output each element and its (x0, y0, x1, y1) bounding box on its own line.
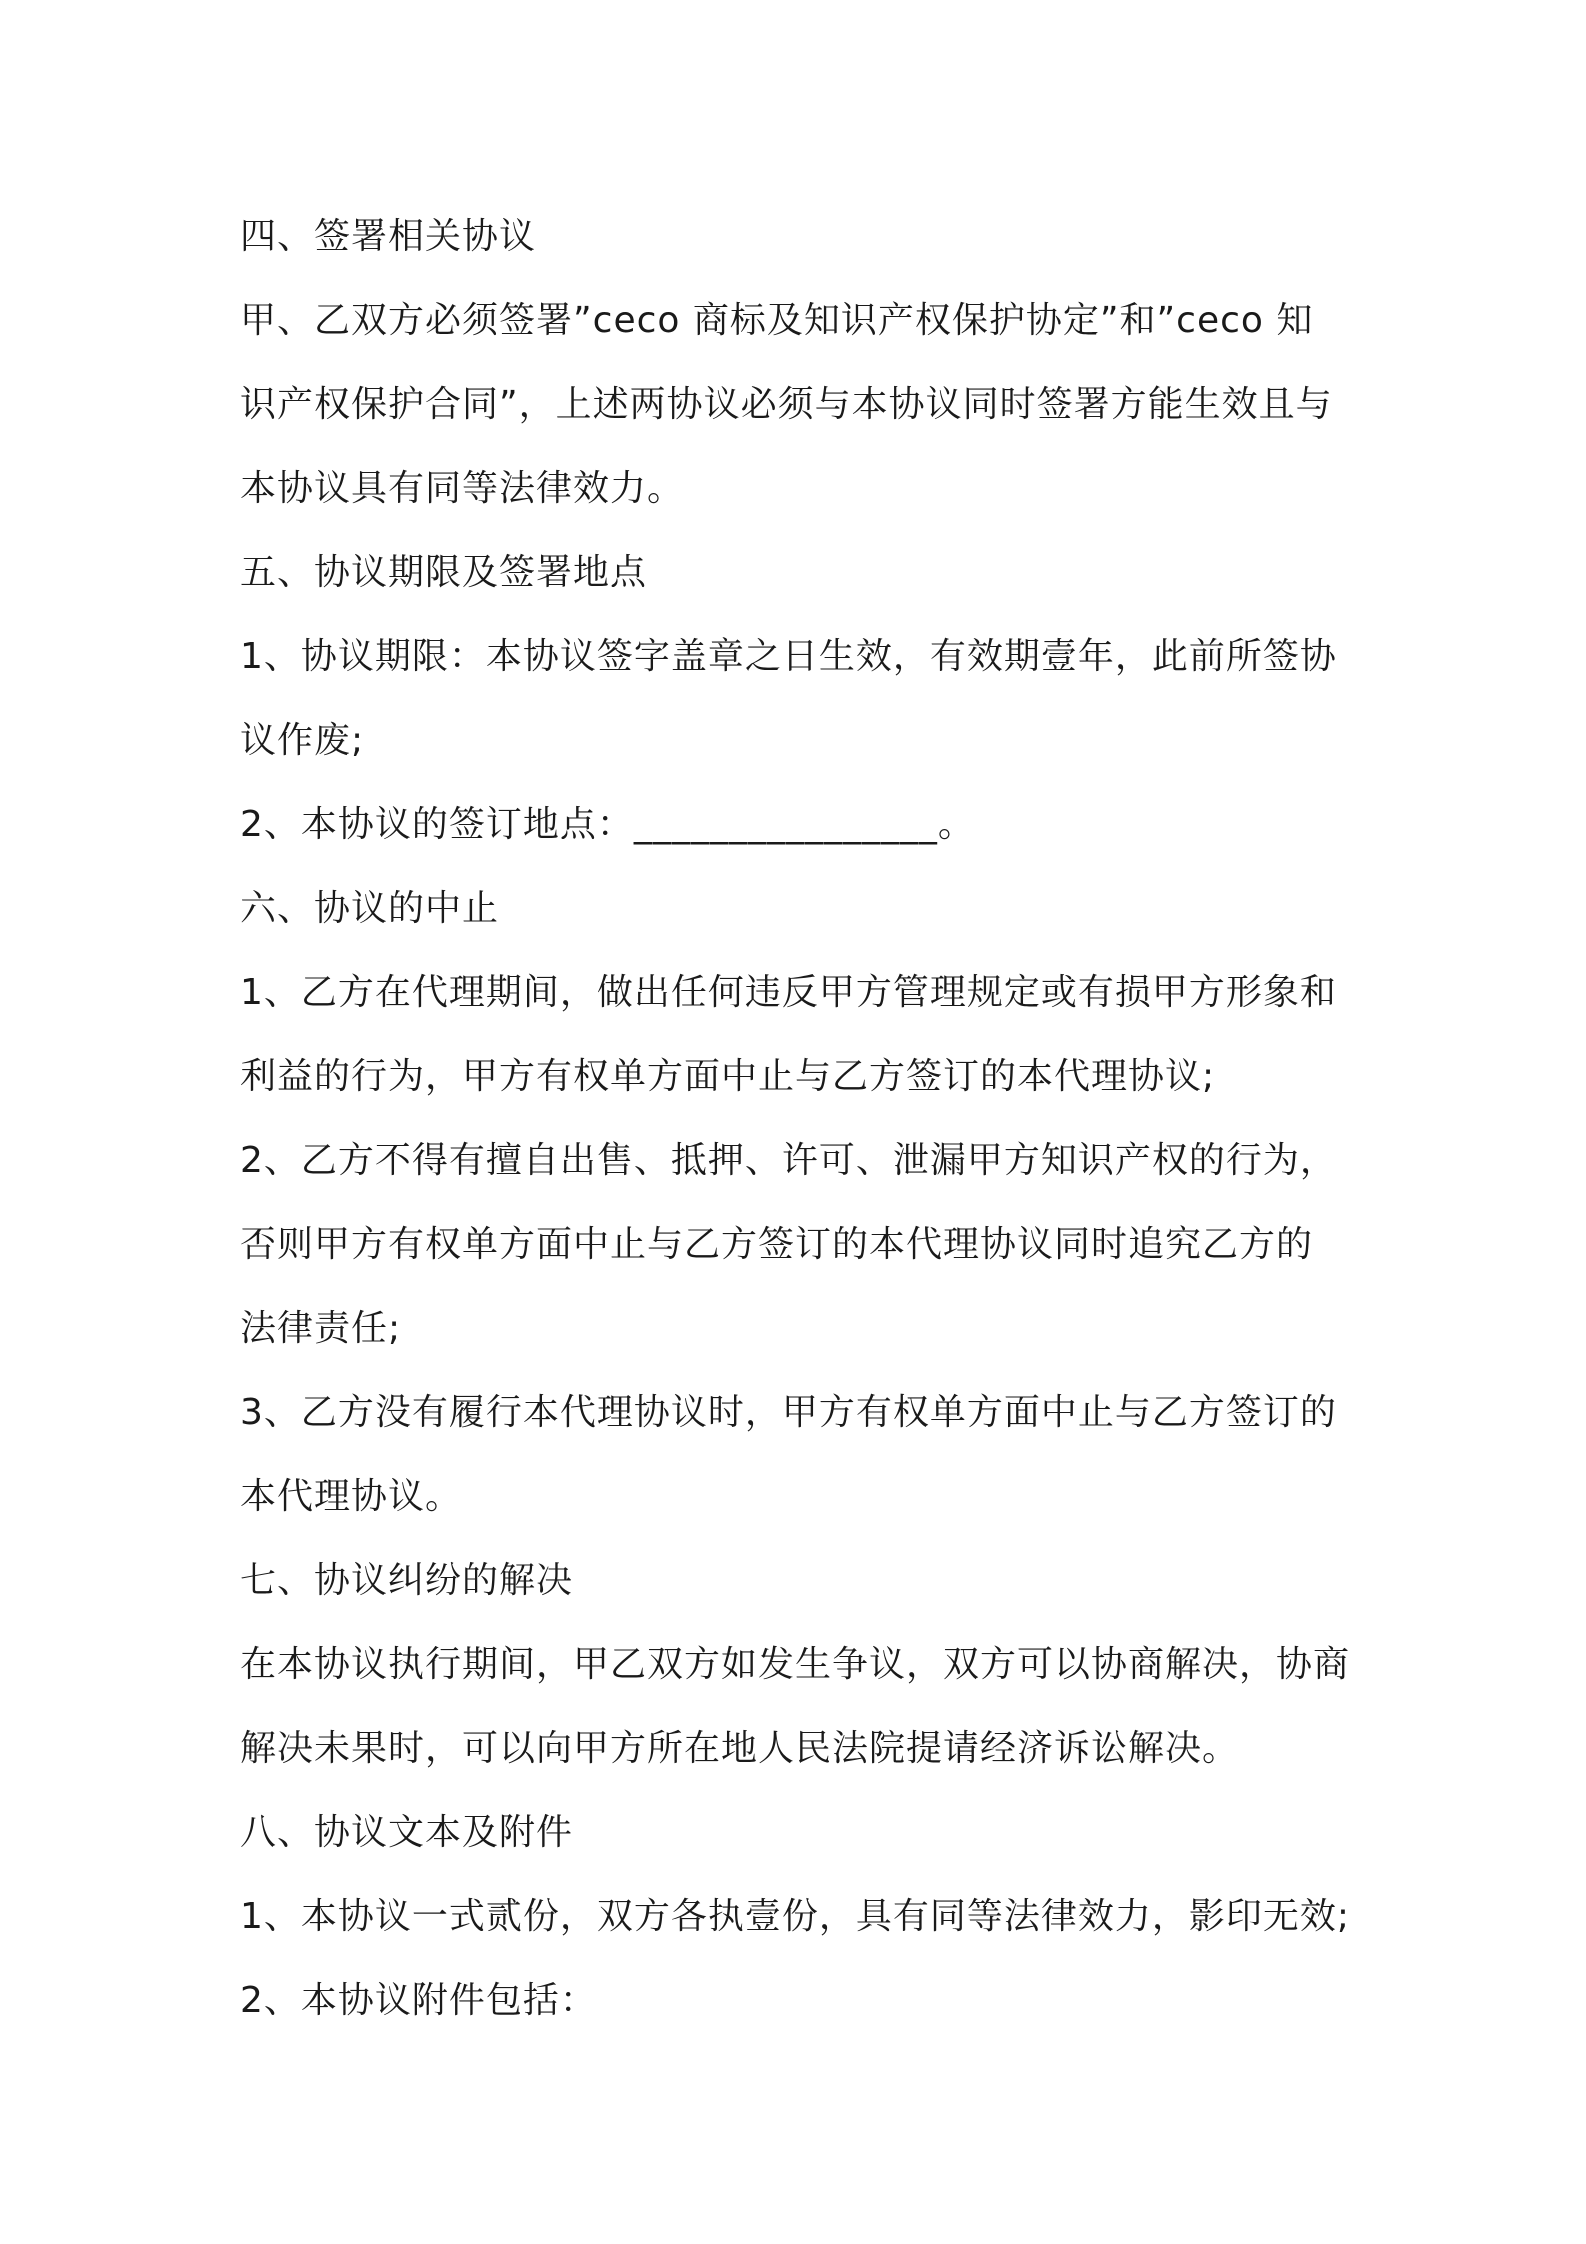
paragraph-line: 本协议具有同等法律效力。 (240, 468, 685, 509)
paragraph-line: 本代理协议。 (240, 1476, 463, 1517)
paragraph-line: 1、本协议一式贰份，双方各执壹份，具有同等法律效力，影印无效; (240, 1896, 1351, 1937)
paragraph-line: 解决未果时，可以向甲方所在地人民法院提请经济诉讼解决。 (240, 1728, 1240, 1769)
paragraph-line: 否则甲方有权单方面中止与乙方签订的本代理协议同时追究乙方的 (240, 1224, 1314, 1265)
section-heading-8: 八、协议文本及附件 (240, 1812, 574, 1853)
paragraph-line: 1、乙方在代理期间，做出任何违反甲方管理规定或有损甲方形象和 (240, 972, 1337, 1013)
document-body (240, 195, 1360, 2043)
paragraph-line: 1、协议期限：本协议签字盖章之日生效，有效期壹年，此前所签协 (240, 636, 1337, 677)
paragraph-line: 法律责任; (240, 1308, 402, 1349)
paragraph-line: 3、乙方没有履行本代理协议时，甲方有权单方面中止与乙方签订的 (240, 1392, 1337, 1433)
section-heading-7: 七、协议纠纷的解决 (240, 1560, 574, 1601)
section-heading-4: 四、签署相关协议 (240, 216, 537, 257)
paragraph-line: 甲、乙双方必须签署”ceco 商标及知识产权保护协定”和”ceco 知 (240, 300, 1314, 341)
paragraph-line: 2、本协议附件包括： (240, 1980, 597, 2021)
paragraph-line: 2、乙方不得有擅自出售、抵押、许可、泄漏甲方知识产权的行为， (240, 1140, 1337, 1181)
section-heading-6: 六、协议的中止 (240, 888, 500, 929)
signing-location-line: 2、本协议的签订地点：________________。 (240, 804, 975, 845)
section-heading-5: 五、协议期限及签署地点 (240, 552, 648, 593)
paragraph-line: 在本协议执行期间，甲乙双方如发生争议，双方可以协商解决，协商 (240, 1644, 1351, 1685)
paragraph-line: 议作废; (240, 720, 365, 761)
paragraph-line: 利益的行为，甲方有权单方面中止与乙方签订的本代理协议; (240, 1056, 1216, 1097)
paragraph-line: 识产权保护合同”，上述两协议必须与本协议同时签署方能生效且与 (240, 384, 1333, 425)
